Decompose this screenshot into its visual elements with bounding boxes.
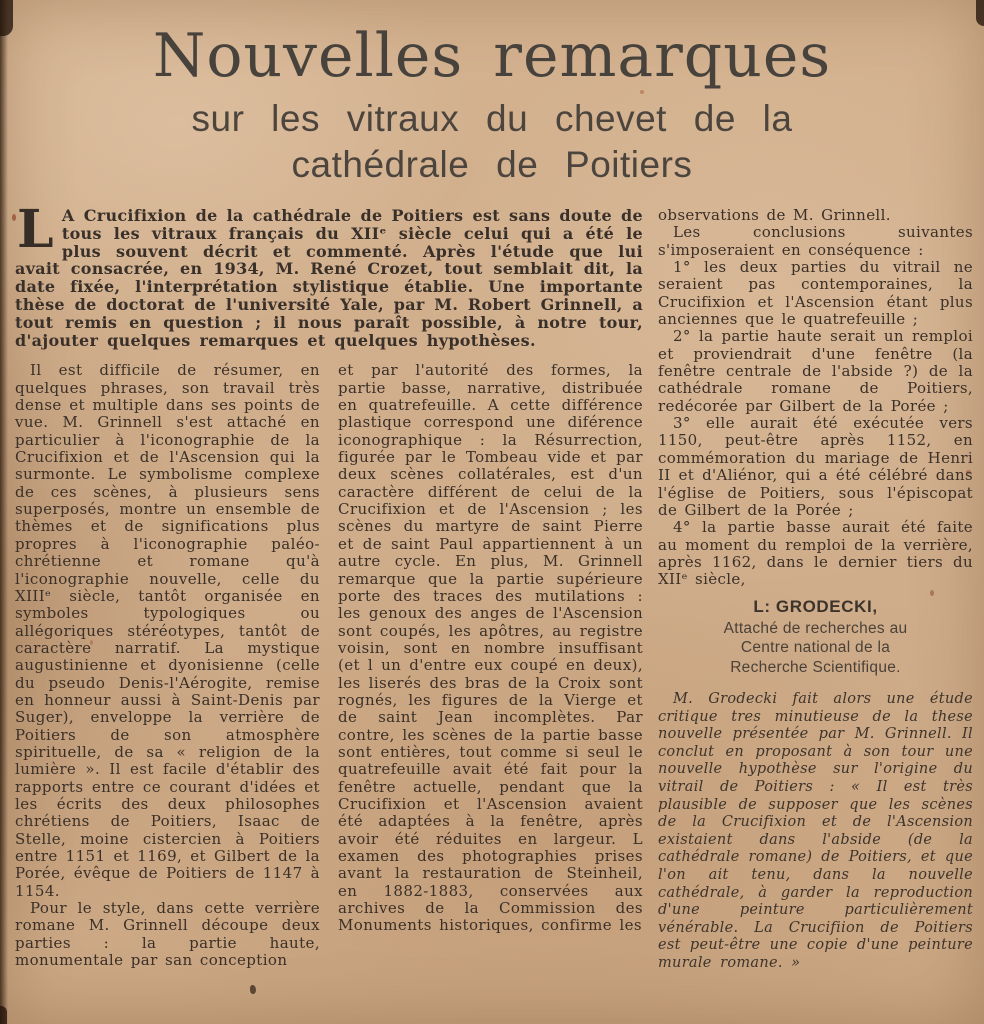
- article-subtitle-line2: cathédrale de Poitiers: [291, 144, 693, 185]
- article-subtitle-line1: sur les vitraux du chevet de la: [191, 98, 793, 139]
- col2-paragraph-1: et par l'autorité des formes, la partie basse, narrative, distribuée en quatrefeuille. A cette différence plastique correspond une diférence iconographique : la Résurrection, figurée par le Tombeau vide et par deux scènes collatérales, est d'un caractère différent de celui de la Crucifixion et de l'Ascension ; les scènes du martyre de saint Pierre et de saint Paul appartiennent à un autre cycle. En plus, M. Grinnell remarque que la partie supérieure porte des traces des mutilations : les genoux des anges de l'Ascension sont coupés, les apôtres, au registre voisin, sont en nombre insuffisant (et l un d'entre eux coupé en deux), les liserés des bras de la Croix sont rognés, les figures de la Vierge et de saint Jean incomplètes. Par contre, les scènes de la partie basse sont entières, tout comme si seul le quatrefeuille avait été fait pour la fenêtre actuelle, pendant que la Crucifixion et l'Ascension avaient été adaptées à la fenêtre, après avoir été réduites en largeur. L examen des photographies prises avant la restauration de Steinheil, en 1882-1883, conservées aux archives de la Commission des Monuments historiques, confirme les: [338, 361, 643, 935]
- lead-and-columns-zone: [15, 199, 643, 973]
- col1-paragraph-2: Pour le style, dans cette verrière romane M. Grinnell découpe deux parties : la partie haute, monumentale par san conception: [15, 899, 320, 970]
- affiliation-line1: Attaché de recherches au: [723, 619, 908, 637]
- col3-paragraph-3: 1° les deux parties du vitrail ne seraient pas contemporaines, la Crucifixion et l'Ascension étant plus anciennes que le quatrefeuille ;: [658, 258, 973, 329]
- column-2: [338, 362, 643, 969]
- column-1: [15, 362, 320, 969]
- col3-paragraph-6: 4° la partie basse aurait été faite au moment du remploi de la verrière, après 1162, dans le dernier tiers du XIIᵉ siècle,: [658, 518, 973, 589]
- affiliation-line3: Recherche Scientifique.: [730, 658, 901, 676]
- col1-paragraph-1: Il est difficile de résumer, en quelques phrases, son travail très dense et multiple dans ses points de vue. M. Grinnell s'est attaché en particulier à l'iconographie de la Crucifixion et de l'Ascension qui la surmonte. Le symbolisme complexe de ces scènes, à plusieurs sens superposés, montre un ensemble de thèmes et de significations plus propres à l'iconographie paléo-chrétienne et romane qu'à l'iconographie nouvelle, celle du XIIIᵉ siècle, tantôt organisée en symboles typologiques ou allégoriques stéréotypes, tantôt de caractère narratif. La mystique augustinienne et dyonisienne (celle du pseudo Denis-l'Aérogite, remise en honneur aussi à Saint-Denis par Suger), enveloppe la verrière de Poitiers de son atmosphère spirituelle, de sa « religion de la lumière ». Il est facile d'établir des rapports entre ce courant d'idées et les écrits des deux philosophes chrétiens de Poitiers, Isaac de Stelle, moine cistercien à Poitiers entre 1151 et 1169, et Gilbert de la Porée, évêque de Poitiers de 1147 à 1154.: [15, 361, 320, 900]
- col3-paragraph-4: 2° la partie haute serait un remploi et proviendrait d'une fenêtre (la fenêtre centrale de l'abside ?) de la cathédrale romane de Poitiers, redécorée par Gilbert de la Porée ;: [658, 327, 973, 415]
- editorial-note: [658, 691, 973, 973]
- affiliation-line2: Centre national de la: [740, 639, 891, 657]
- article-title: Nouvelles remarques: [152, 21, 832, 91]
- scan-corner-mark: [0, 1006, 7, 1024]
- ink-smudge: [250, 985, 256, 994]
- author-affiliation: [658, 619, 973, 678]
- lead-text: A Crucifixion de la cathédrale de Poitiers est sans doute de tous les vitraux français du XIIᵉ siècle celui qui a été le plus souvent décrit et commenté. Après l'étude que lui avait consacrée, en 1934, M. René Crozet, tout semblait dit, la date fixée, l'interprétation stylistique établie. Une importante thèse de doctorat de l'université Yale, par M. Robert Grinnell, a tout remis en question ; il nous paraît possible, à notre tour, d'ajouter quelques remarques et quelques hypothèses.: [15, 206, 643, 350]
- article-body: [15, 199, 973, 973]
- editorial-note-text: M. Grodecki fait alors une étude critique tres minutieuse de la these nouvelle présentée par M. Grinnell. Il conclut en proposant à son tour une nouvelle hypothèse sur l'origine du vitrail de Poitiers : « Il est très plausible de supposer que les scènes de la Crucifixion et de l'Ascension existaient dans l'abside (de la cathédrale romane) de Poitiers, et que l'on ait tenu, dans la nouvelle cathédrale, à garder la reproduction d'une peinture particulièrement vénérable. La Crucifiion de Poitiers est peut-être une copie d'une peinture murale romane. »: [658, 691, 973, 971]
- author-name: L: GRODECKI,: [753, 596, 878, 616]
- article-header: [0, 0, 984, 188]
- drop-cap: L: [17, 199, 54, 260]
- col3-paragraph-2: Les conclusions suivantes s'imposeraient en conséquence :: [658, 223, 973, 259]
- col3-paragraph-1: observations de M. Grinnell.: [658, 206, 891, 224]
- columns-1-2: [15, 362, 643, 969]
- col3-paragraph-5: 3° elle aurait été exécutée vers 1150, peut-être après 1152, en commémoration du mariage de Henri II et d'Aliénor, qui a été célébré dans l'église de Poitiers, sous l'épiscopat de Gilbert de la Porée ;: [658, 414, 973, 519]
- lead-paragraph: [15, 199, 643, 350]
- column-3: [658, 207, 973, 973]
